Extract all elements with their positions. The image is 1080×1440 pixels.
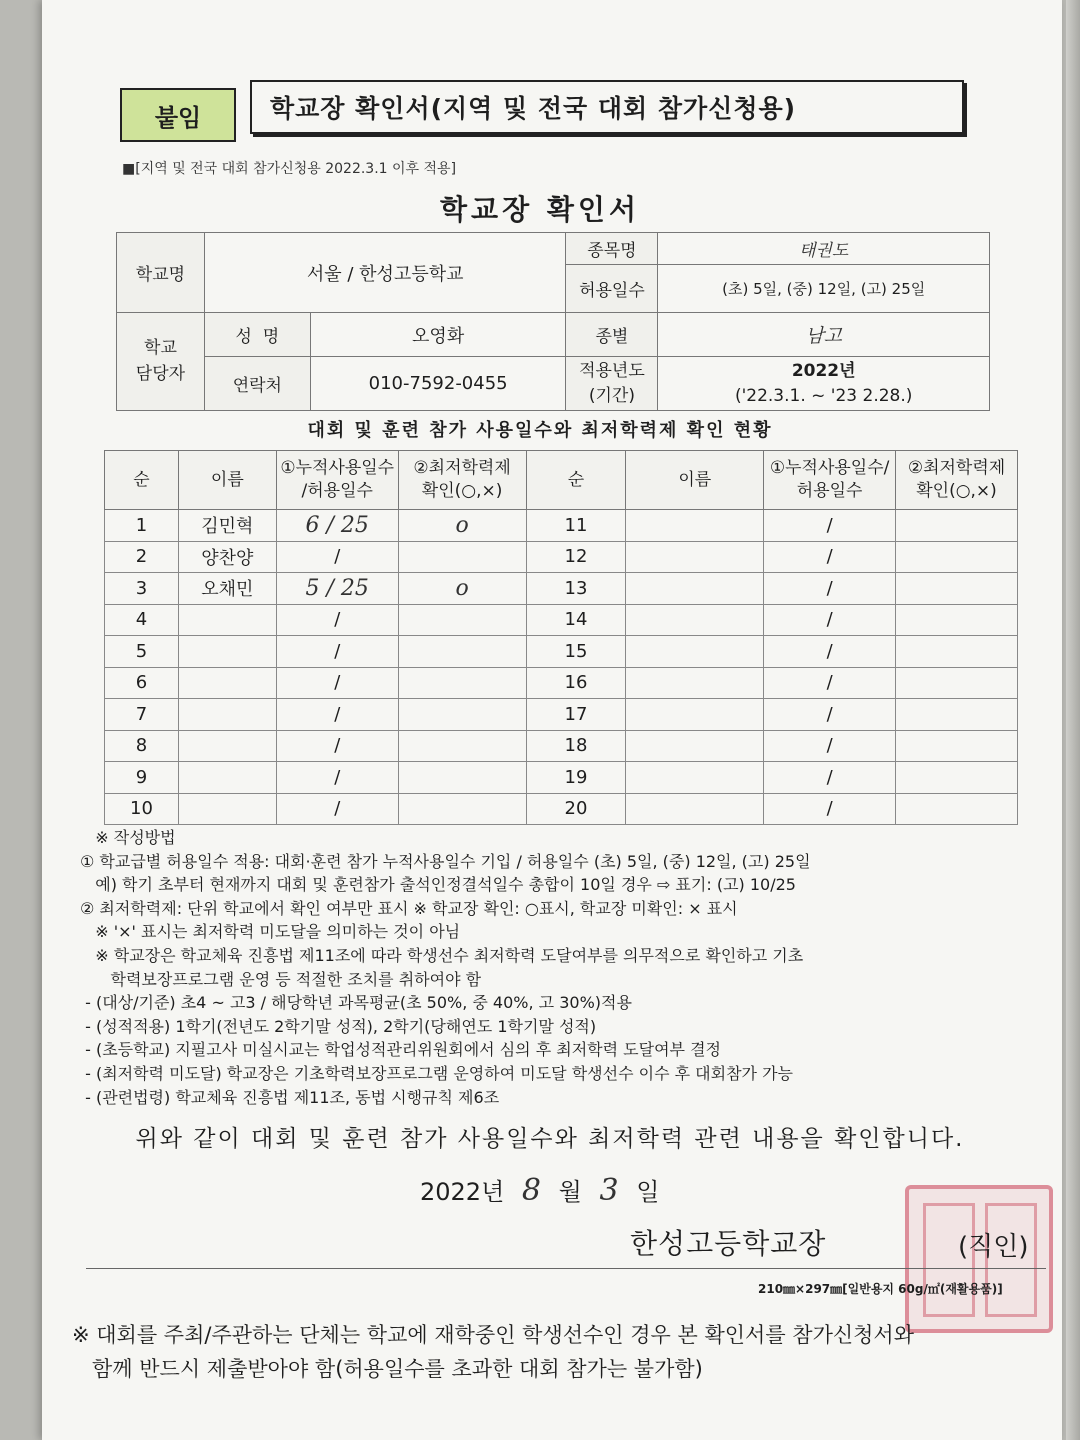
row-name-right xyxy=(626,730,764,762)
col-header-no-right: 순 xyxy=(526,451,626,510)
row-name xyxy=(178,699,276,731)
row-academic xyxy=(398,541,526,573)
row-no: 6 xyxy=(105,667,179,699)
row-academic-right xyxy=(896,636,1018,668)
row-academic: o xyxy=(398,573,526,605)
row-name xyxy=(178,636,276,668)
row-name-right xyxy=(626,541,764,573)
row-academic-right xyxy=(896,604,1018,636)
col-header-academic-right-line1: ②최저학력제 xyxy=(907,458,1006,479)
instruction-line: 예) 학기 초부터 현재까지 대회 및 훈련참가 출석인정결석일수 총합이 10일 경우 ⇨ 표기: (고) 10/25 xyxy=(80,875,796,895)
row-days: / xyxy=(276,793,398,825)
row-academic-right xyxy=(896,510,1018,542)
row-days: / xyxy=(276,667,398,699)
row-name: 오채민 xyxy=(178,573,276,605)
instruction-line: - (관련법령) 학교체육 진흥법 제11조, 동법 시행규칙 제6조 xyxy=(80,1087,500,1107)
school-name-label: 학교명 xyxy=(117,233,205,313)
instruction-line: 학력보장프로그램 운영 등 적절한 조치를 취하여야 함 xyxy=(80,969,482,989)
col-header-days-line2: /허용일수 xyxy=(301,481,373,501)
row-academic xyxy=(398,793,526,825)
col-header-academic-line2: 확인(○,×) xyxy=(421,481,503,501)
row-no-right: 13 xyxy=(526,573,626,605)
row-academic xyxy=(398,667,526,699)
row-days: / xyxy=(276,730,398,762)
row-name xyxy=(178,730,276,762)
footer-note xyxy=(72,1318,1062,1386)
table-row xyxy=(105,699,1018,731)
col-header-days-right-line2: 허용일수 xyxy=(796,481,863,501)
instructions xyxy=(80,826,1040,1109)
row-no: 5 xyxy=(105,636,179,668)
category-value: 남고 xyxy=(658,313,990,357)
row-no-right: 12 xyxy=(526,541,626,573)
date-year: 2022년 xyxy=(420,1178,505,1206)
roster-table xyxy=(104,450,1018,825)
row-no-right: 18 xyxy=(526,730,626,762)
col-header-days xyxy=(276,451,398,510)
row-academic-right xyxy=(896,573,1018,605)
contact-value: 010-7592-0455 xyxy=(310,357,566,411)
row-academic xyxy=(398,636,526,668)
row-academic-right xyxy=(896,762,1018,794)
col-header-name-right: 이름 xyxy=(626,451,764,510)
table-row xyxy=(105,604,1018,636)
category-label: 종별 xyxy=(566,313,658,357)
paper-spec: 210㎜×297㎜[일반용지 60g/㎡(재활용품)] xyxy=(758,1282,1003,1296)
row-academic xyxy=(398,762,526,794)
col-header-no: 순 xyxy=(105,451,179,510)
row-name-right xyxy=(626,762,764,794)
row-days: / xyxy=(276,604,398,636)
col-header-academic xyxy=(398,451,526,510)
instruction-line: ① 학교급별 허용일수 적용: 대회·훈련 참가 누적사용일수 기입 / 허용일수 (초) 5일, (중) 12일, (고) 25일 xyxy=(80,851,811,871)
row-days-right: / xyxy=(764,541,896,573)
row-no-right: 19 xyxy=(526,762,626,794)
date-day: 3 xyxy=(599,1173,619,1208)
date-month: 8 xyxy=(521,1173,541,1208)
row-academic-right xyxy=(896,730,1018,762)
date-month-unit: 월 xyxy=(558,1178,582,1206)
school-name-value: 서울 / 한성고등학교 xyxy=(204,233,566,313)
table-row xyxy=(105,667,1018,699)
document-header-title: 학교장 확인서(지역 및 전국 대회 참가신청용) xyxy=(250,80,964,134)
row-academic-right xyxy=(896,699,1018,731)
seal-label: (직인) xyxy=(958,1232,1029,1262)
footer-line: 함께 반드시 제출받아야 함(허용일수를 초과한 대회 참가는 불가함) xyxy=(72,1357,703,1381)
table-row xyxy=(105,762,1018,794)
row-days-right: / xyxy=(764,604,896,636)
table-row xyxy=(105,730,1018,762)
row-academic-right xyxy=(896,541,1018,573)
manager-name-value: 오영화 xyxy=(310,313,566,357)
row-days-right: / xyxy=(764,699,896,731)
contact-label: 연락처 xyxy=(204,357,310,411)
row-days: 5 / 25 xyxy=(276,573,398,605)
row-no: 2 xyxy=(105,541,179,573)
school-manager-label: 학교 담당자 xyxy=(117,313,205,411)
row-name xyxy=(178,604,276,636)
row-days: / xyxy=(276,762,398,794)
row-days-right: / xyxy=(764,762,896,794)
section-title: 대회 및 훈련 참가 사용일수와 최저학력제 확인 현황 xyxy=(307,420,773,441)
table-row xyxy=(105,541,1018,573)
period-label: (기간) xyxy=(588,385,635,406)
principal-signature: 한성고등학교장 xyxy=(630,1227,827,1260)
row-name-right xyxy=(626,510,764,542)
applicability-note: ■[지역 및 전국 대회 참가신청용 2022.3.1 이후 적용] xyxy=(122,161,457,177)
row-no: 1 xyxy=(105,510,179,542)
row-name xyxy=(178,667,276,699)
row-days-right: / xyxy=(764,636,896,668)
row-days: / xyxy=(276,699,398,731)
col-header-academic-line1: ②최저학력제 xyxy=(413,458,511,479)
table-row xyxy=(105,793,1018,825)
confirmation-statement: 위와 같이 대회 및 훈련 참가 사용일수와 최저학력 관련 내용을 확인합니다. xyxy=(135,1126,965,1152)
row-academic-right xyxy=(896,793,1018,825)
row-no-right: 17 xyxy=(526,699,626,731)
row-no-right: 14 xyxy=(526,604,626,636)
instruction-line: ※ 작성방법 xyxy=(80,828,176,847)
row-name-right xyxy=(626,667,764,699)
instruction-line: ※ 학교장은 학교체육 진흥법 제11조에 따라 학생선수 최저학력 도달여부를 의무적으로 확인하고 기초 xyxy=(80,945,804,965)
row-academic xyxy=(398,699,526,731)
date-day-unit: 일 xyxy=(636,1178,660,1206)
row-name-right xyxy=(626,699,764,731)
instruction-line: - (성적적용) 1학기(전년도 2학기말 성적), 2학기(당해연도 1학기말 성적) xyxy=(80,1016,597,1036)
col-header-days-right xyxy=(764,451,896,510)
row-academic xyxy=(398,730,526,762)
period-value: ('22.3.1. ~ '23 2.28.) xyxy=(734,385,913,406)
allowed-days-value: (초) 5일, (중) 12일, (고) 25일 xyxy=(658,265,990,313)
table-row xyxy=(105,510,1018,542)
manager-name-label: 성 명 xyxy=(204,313,310,357)
sport-label: 종목명 xyxy=(566,233,658,265)
row-days: / xyxy=(276,636,398,668)
table-row xyxy=(105,636,1018,668)
row-no-right: 11 xyxy=(526,510,626,542)
row-no: 7 xyxy=(105,699,179,731)
row-days-right: / xyxy=(764,573,896,605)
row-academic xyxy=(398,604,526,636)
row-name xyxy=(178,762,276,794)
instruction-line: - (최저학력 미도달) 학교장은 기초학력보장프로그램 운영하여 미도달 학생선수 이수 후 대회참가 가능 xyxy=(80,1063,793,1083)
year-value: 2022년 xyxy=(791,360,856,381)
row-name xyxy=(178,793,276,825)
instruction-line: ※ '×' 표시는 최저학력 미도달을 의미하는 것이 아님 xyxy=(80,922,461,942)
row-name-right xyxy=(626,793,764,825)
signature-date xyxy=(420,1172,659,1208)
col-header-name: 이름 xyxy=(178,451,276,510)
row-days: 6 / 25 xyxy=(276,510,398,542)
row-academic-right xyxy=(896,667,1018,699)
instruction-line: - (대상/기준) 초4 ~ 고3 / 해당학년 과목평균(초 50%, 중 40%, 고 30%)적용 xyxy=(80,993,632,1013)
row-no-right: 16 xyxy=(526,667,626,699)
page-title: 학교장 확인서 xyxy=(439,193,641,226)
col-header-academic-right xyxy=(896,451,1018,510)
table-row xyxy=(105,573,1018,605)
col-header-days-right-line1: ①누적사용일수/ xyxy=(769,458,890,479)
footer-line: ※ 대회를 주최/주관하는 단체는 학교에 재학중인 학생선수인 경우 본 확인서를 참가신청서와 xyxy=(72,1323,915,1347)
row-name: 김민혁 xyxy=(178,510,276,542)
row-days: / xyxy=(276,541,398,573)
row-days-right: / xyxy=(764,667,896,699)
row-name-right xyxy=(626,573,764,605)
row-no: 4 xyxy=(105,604,179,636)
row-academic: o xyxy=(398,510,526,542)
attachment-tag: 붙임 xyxy=(120,88,236,142)
row-name: 양찬양 xyxy=(178,541,276,573)
row-no: 3 xyxy=(105,573,179,605)
school-info-table xyxy=(116,232,990,411)
instruction-line: ② 최저학력제: 단위 학교에서 확인 여부만 표시 ※ 학교장 확인: ○표시, 학교장 미확인: × 표시 xyxy=(80,898,738,918)
row-name-right xyxy=(626,636,764,668)
col-header-days-line1: ①누적사용일수 xyxy=(280,458,395,479)
row-no-right: 20 xyxy=(526,793,626,825)
divider xyxy=(86,1268,1046,1269)
row-days-right: / xyxy=(764,793,896,825)
row-name-right xyxy=(626,604,764,636)
row-no-right: 15 xyxy=(526,636,626,668)
row-no: 8 xyxy=(105,730,179,762)
row-no: 10 xyxy=(105,793,179,825)
row-no: 9 xyxy=(105,762,179,794)
row-days-right: / xyxy=(764,510,896,542)
allowed-days-label: 허용일수 xyxy=(566,265,658,313)
instruction-line: - (초등학교) 지필고사 미실시교는 학업성적관리위원회에서 심의 후 최저학력 도달여부 결정 xyxy=(80,1040,721,1060)
year-label: 적용년도 xyxy=(579,360,645,381)
sport-value: 태권도 xyxy=(658,233,990,265)
row-days-right: / xyxy=(764,730,896,762)
col-header-academic-right-line2: 확인(○,×) xyxy=(916,481,997,501)
